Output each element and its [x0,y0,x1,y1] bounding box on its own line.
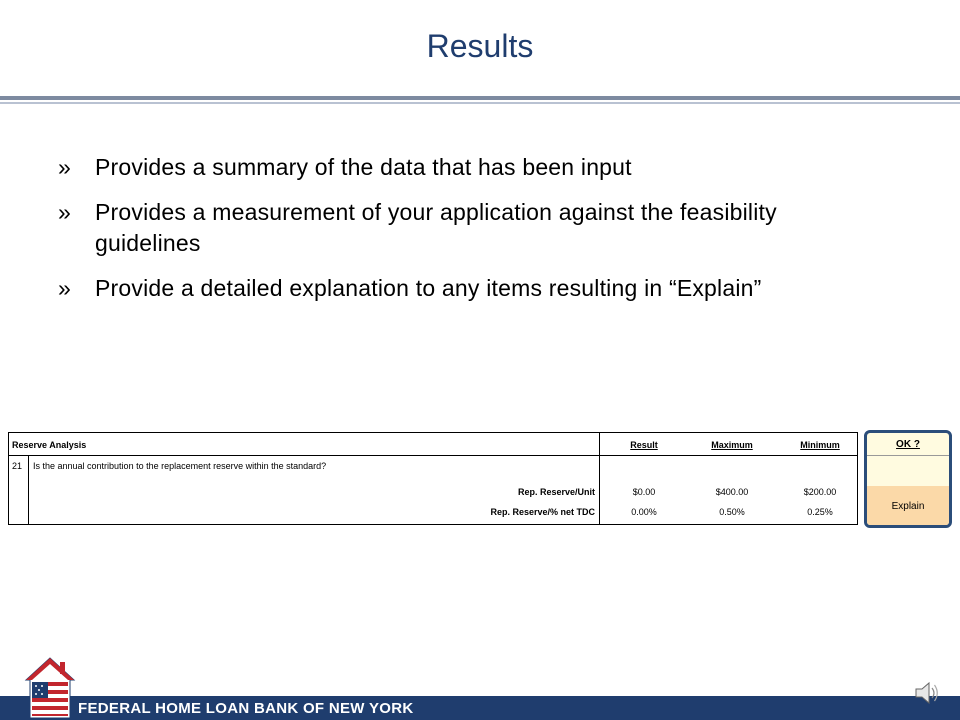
title-divider-secondary [0,102,960,104]
header-divider [9,455,857,456]
number-column-divider [28,455,29,525]
reserve-unit-result: $0.00 [632,487,656,497]
bullet-mark: » [58,199,71,225]
ok-status-box [864,430,952,528]
minimum-column-header: Minimum [800,440,840,450]
question-text: Is the annual contribution to the replacement reserve within the standard? [33,461,327,471]
slide-title: Results [426,28,534,64]
ok-header-divider [867,455,949,456]
bullet-list [58,152,848,318]
speaker-icon[interactable] [912,678,942,708]
reserve-tdc-minimum: 0.25% [807,507,833,517]
ok-status-cell: Explain [867,486,949,528]
row-label-reserve-unit: Rep. Reserve/Unit [517,487,595,497]
bullet-text: Provide a detailed explanation to any items resulting in “Explain” [95,275,762,301]
title-divider [0,96,960,100]
reserve-analysis-table [8,432,858,525]
reserve-tdc-result: 0.00% [631,507,657,517]
question-number: 21 [12,461,23,471]
ok-column-header: OK ? [896,439,920,450]
maximum-column-header: Maximum [711,440,753,450]
flag-house-logo-icon [24,656,76,720]
bullet-item [58,197,848,259]
bullet-text: Provides a summary of the data that has been input [95,154,632,180]
result-column-divider [599,433,600,525]
bullet-mark: » [58,275,71,301]
reserve-tdc-maximum: 0.50% [719,507,745,517]
bullet-item [58,273,848,304]
bullet-mark: » [58,154,71,180]
bullet-item [58,152,848,183]
row-label-reserve-tdc: Rep. Reserve/% net TDC [490,507,595,517]
result-column-header: Result [630,440,658,450]
table-title: Reserve Analysis [12,440,87,450]
reserve-unit-minimum: $200.00 [803,487,837,497]
bullet-text: Provides a measurement of your application against the feasibility guidelines [95,199,777,256]
footer-organization: FEDERAL HOME LOAN BANK OF NEW YORK [78,700,414,717]
reserve-unit-maximum: $400.00 [715,487,749,497]
